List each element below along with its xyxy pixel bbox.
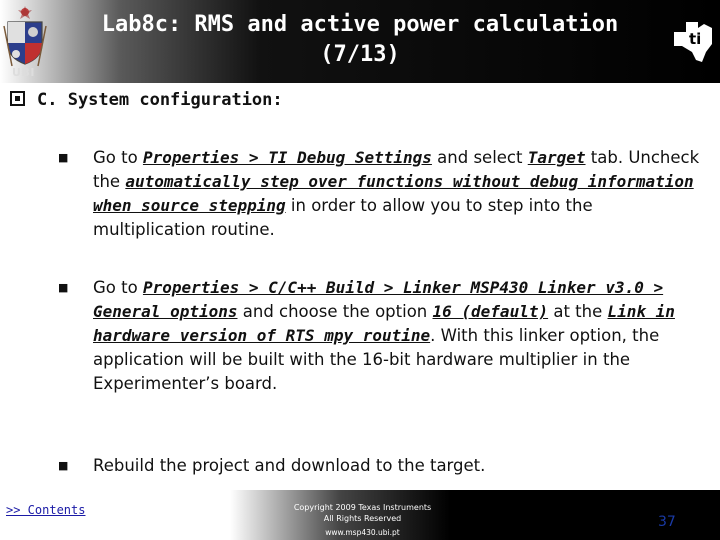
slide-header [0,0,720,83]
option-value-emphasis: 16 (default) [432,302,549,321]
checkbox-bullet-icon [10,91,25,106]
slide-title [60,10,660,70]
svg-text:ti: ti [689,30,702,48]
section-heading [10,90,283,110]
contents-link[interactable]: >> Contents [6,503,86,517]
tab-name-emphasis: Target [527,148,586,167]
instruction-text-1 [93,146,708,242]
text-run: and choose the option [237,302,433,321]
instruction-item-3 [58,454,708,478]
text-run: in order to allow you to step into the multiplication routine. [93,196,593,239]
slide-title-line-1: Lab8c: RMS and active power calculation [101,12,619,37]
text-run: Go to [93,278,143,297]
menu-path-emphasis: Properties > C/C++ Build > Linker MSP430 Linker v3.0 > General options [93,278,664,321]
option-emphasis: Link in hardware version of RTS mpy routine [93,302,675,345]
square-bullet-icon: ■ [58,281,69,294]
section-heading-text: C. System configuration: [37,90,283,110]
option-emphasis: automatically step over functions without debug information when source stepping [93,172,694,215]
org-label: UBI [12,66,35,79]
instruction-text-2 [93,276,708,396]
instruction-item-2 [58,276,708,396]
copyright-notice [280,502,445,524]
instruction-item-1 [58,146,708,242]
menu-path-emphasis: Properties > TI Debug Settings [142,148,432,167]
slide-title-line-2: (7/13) [320,42,400,67]
university-crest-icon [2,4,48,68]
website-url: www.msp430.ubi.pt [325,528,400,537]
text-run: Go to [93,148,143,167]
page-number: 37 [658,514,676,530]
text-run: . With this linker option, the application will be built with the 16-bit hardware multiplier in the Experimenter’s board. [93,326,660,393]
copyright-line-1: Copyright 2009 Texas Instruments [293,503,432,512]
text-run: and select [431,148,528,167]
instruction-text-3 [93,454,708,478]
text-run: at the [548,302,608,321]
square-bullet-icon: ■ [58,459,69,472]
text-run: tab. Uncheck the [93,148,700,191]
square-bullet-icon: ■ [58,151,69,164]
text-run: Rebuild the project and download to the target. [93,456,486,475]
copyright-line-2: All Rights Reserved [323,514,402,523]
texas-instruments-logo-icon [668,18,718,66]
